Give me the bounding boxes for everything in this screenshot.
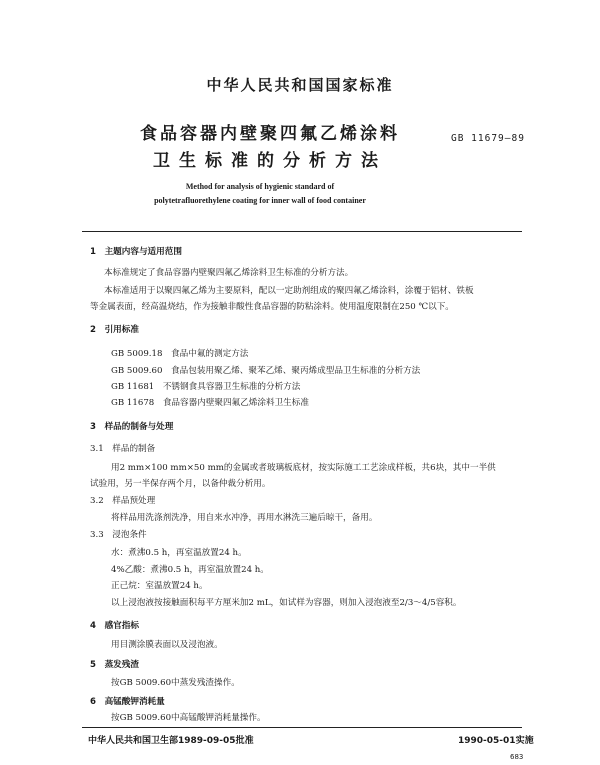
section-4-paragraph: 用目测涂膜表面以及浸泡液。: [111, 640, 223, 650]
implementation-date: 1990-05-01实施: [458, 736, 534, 746]
header-divider: [82, 231, 522, 232]
footer-divider: [82, 727, 522, 728]
subsection-3-2-line-1: 将样品用洗涤剂洗净，用自来水冲净，再用水淋洗三遍后晾干，备用。: [111, 513, 378, 523]
reference-item: GB 5009.18 食品中氟的测定方法: [111, 349, 249, 359]
section-5-paragraph: 按GB 5009.60中蒸发残渣操作。: [111, 678, 240, 688]
section-1-paragraph-2-line-1: 本标准适用于以聚四氟乙烯为主要原料，配以一定助剂组成的聚四氟乙烯涂料，涂覆于铝材、铁板: [104, 286, 474, 296]
national-standard-title: 中华人民共和国国家标准: [206, 76, 394, 94]
subsection-3-1-line-2: 试验用，另一半保存两个月，以备仲裁分析用。: [90, 479, 271, 489]
subsection-3-1-line-1: 用2 mm×100 mm×50 mm的金属或者玻璃板底材，按实际施工工艺涂成样板，共6块，其中一半供: [111, 463, 496, 473]
subsection-3-1-heading: 3.1 样品的制备: [90, 444, 156, 454]
reference-item: GB 11681 不锈钢食具容器卫生标准的分析方法: [111, 382, 301, 392]
section-5-heading: 5 蒸发残渣: [90, 660, 139, 670]
section-4-heading: 4 感官指标: [90, 621, 139, 631]
chinese-title-line-2: 卫生标准的分析方法: [153, 151, 387, 171]
standard-number: GB 11679—89: [451, 133, 525, 144]
soak-condition-item: 正己烷：室温放置24 h。: [111, 581, 208, 591]
section-6-paragraph: 按GB 5009.60中高锰酸钾消耗量操作。: [111, 713, 266, 723]
soak-condition-note: 以上浸泡液按接触面积每平方厘米加2 mL，如试样为容器，则加入浸泡液至2/3～4/5容积。: [111, 598, 462, 608]
reference-item: GB 11678 食品容器内壁聚四氟乙烯涂料卫生标准: [111, 398, 309, 408]
english-title-line-1: Method for analysis of hygienic standard of: [185, 182, 335, 191]
section-1-paragraph-2-line-2: 等金属表面，经高温烧结，作为接触非酸性食品容器的防粘涂料。使用温度限制在250 ℃以下。: [90, 302, 454, 312]
section-1-paragraph-1: 本标准规定了食品容器内壁聚四氟乙烯涂料卫生标准的分析方法。: [104, 268, 354, 278]
english-title-line-2: polytetrafluorethylene coating for inner wall of food container: [154, 196, 366, 205]
section-6-heading: 6 高锰酸钾消耗量: [90, 697, 165, 707]
subsection-3-2-heading: 3.2 样品预处理: [90, 496, 156, 506]
soak-condition-item: 4%乙酸：煮沸0.5 h，再室温放置24 h。: [111, 565, 269, 575]
soak-condition-item: 水：煮沸0.5 h，再室温放置24 h。: [111, 548, 247, 558]
chinese-title-line-1: 食品容器内壁聚四氟乙烯涂料: [140, 124, 400, 144]
reference-item: GB 5009.60 食品包装用聚乙烯、聚苯乙烯、聚丙烯成型品卫生标准的分析方法: [111, 366, 421, 376]
section-1-heading: 1 主题内容与适用范围: [90, 247, 182, 257]
section-3-heading: 3 样品的制备与处理: [90, 422, 174, 432]
section-2-heading: 2 引用标准: [90, 325, 139, 335]
subsection-3-3-heading: 3.3 浸泡条件: [90, 530, 147, 540]
page-number: 683: [510, 753, 524, 761]
approval-date: 中华人民共和国卫生部1989-09-05批准: [88, 736, 254, 746]
